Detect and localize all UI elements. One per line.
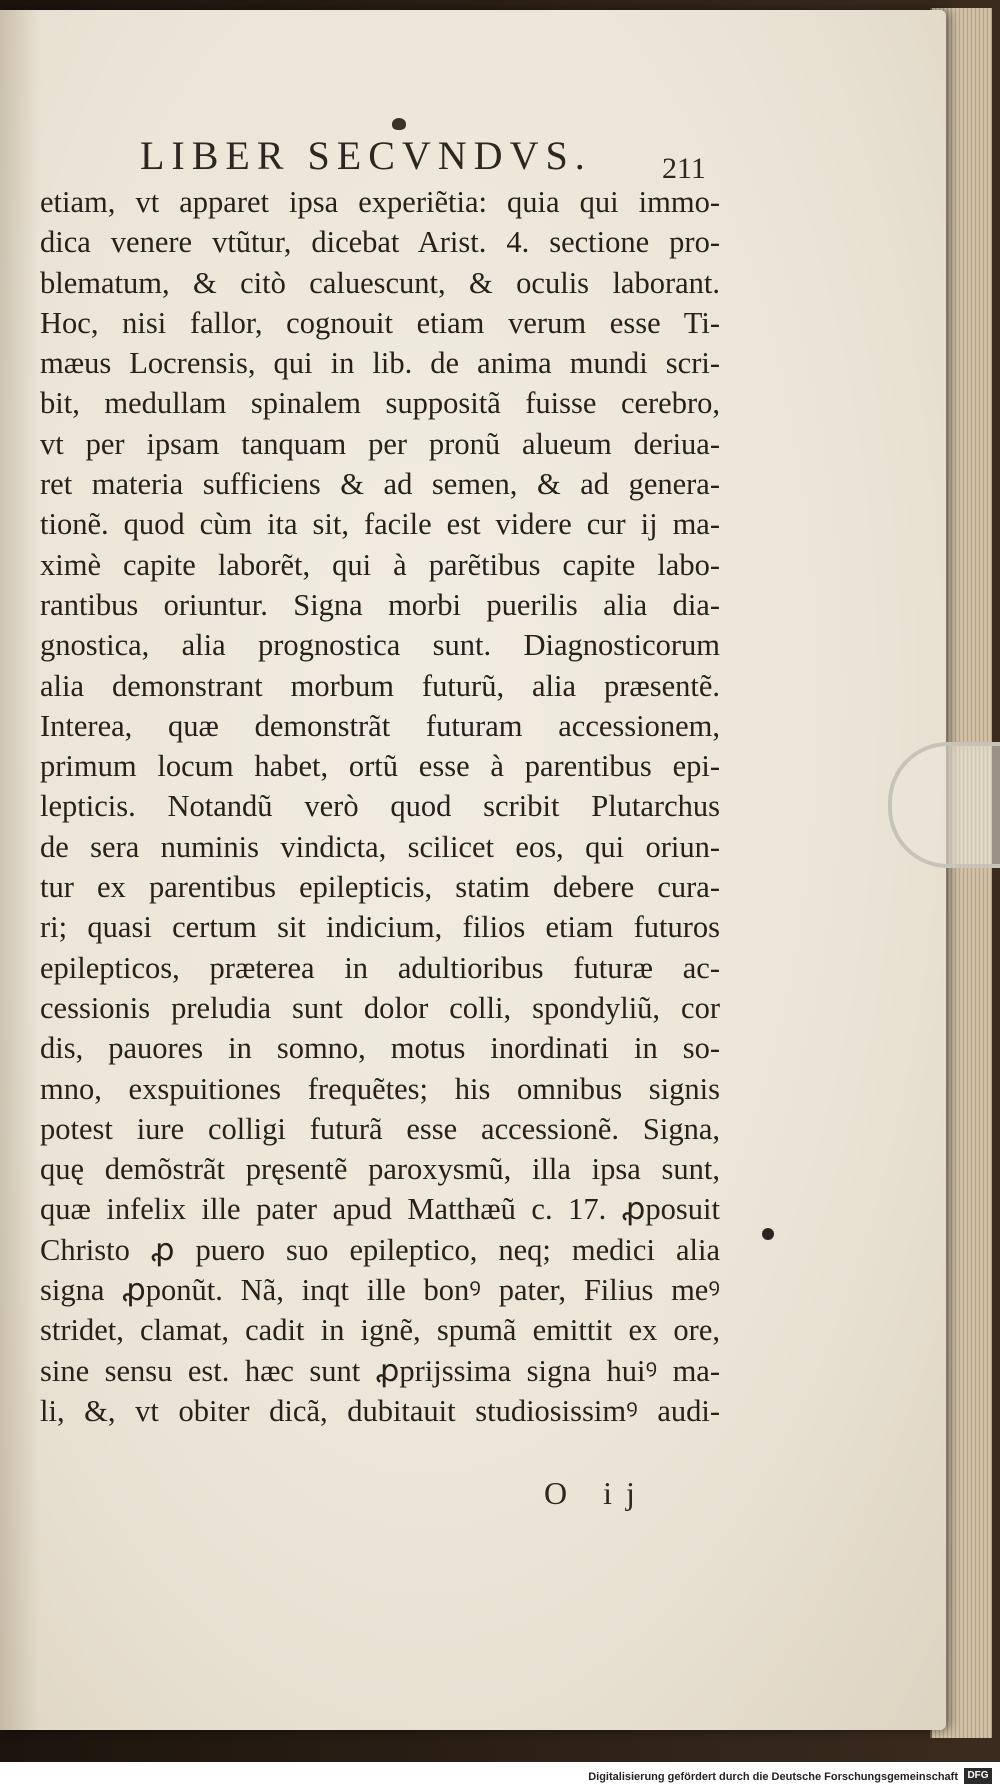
- folio-number: 211: [662, 152, 706, 185]
- text-line: signa ꝓponũt. Nã, inqt ille bonꝰ pater, Filius meꝰ: [40, 1273, 720, 1308]
- text-line: primum locum habet, ortũ esse à parentibus epi-: [40, 749, 720, 784]
- signature-mark: O ij: [544, 1475, 649, 1511]
- body-text: [40, 182, 720, 1431]
- text-line: vt per ipsam tanquam per pronũ alueum deriua-: [40, 426, 720, 461]
- header-ornament-icon: [392, 118, 406, 130]
- text-line: lepticis. Notandũ verò quod scribit Plutarchus: [40, 789, 720, 824]
- text-line: gnostica, alia prognostica sunt. Diagnosticorum: [40, 628, 720, 663]
- text-line: tionẽ. quod cùm ita sit, facile est videre cur ij ma-: [40, 507, 720, 542]
- dfg-logo-icon: DFG: [964, 1768, 992, 1784]
- text-line: li, &, vt obiter dicã, dubitauit studiosissimꝰ audi-: [40, 1393, 720, 1428]
- text-line: alia demonstrant morbum futurũ, alia præsentẽ.: [40, 668, 720, 703]
- running-head-title: LIBER SECVNDVS.: [140, 133, 592, 178]
- text-line: rantibus oriuntur. Signa morbi puerilis alia dia-: [40, 587, 720, 622]
- text-line: blematum, & citò caluescunt, & oculis laborant.: [40, 265, 720, 300]
- text-line: tur ex parentibus epilepticis, statim debere cura-: [40, 870, 720, 905]
- text-line: sine sensu est. hæc sunt ꝓprijssima signa huiꝰ ma-: [40, 1353, 720, 1388]
- text-line: epilepticos, præterea in adultioribus futuræ ac-: [40, 950, 720, 985]
- bookmark-clip: [888, 742, 1000, 868]
- text-line: ri; quasi certum sit indicium, filios etiam futuros: [40, 910, 720, 945]
- text-line: mæus Locrensis, qui in lib. de anima mundi scri-: [40, 346, 720, 381]
- text-line: bit, medullam spinalem suppositã fuisse cerebro,: [40, 386, 720, 421]
- text-line: Hoc, nisi fallor, cognouit etiam verum esse Ti-: [40, 305, 720, 340]
- text-line: cessionis preludia sunt dolor colli, spondyliũ, cor: [40, 990, 720, 1025]
- text-line: quæ infelix ille pater apud Matthæũ c. 17. ꝓposuit: [40, 1192, 720, 1227]
- text-line: dis, pauores in somno, motus inordinati in so-: [40, 1031, 720, 1066]
- text-line: ximè capite laborẽt, qui à parẽtibus capite labo-: [40, 547, 720, 582]
- text-line: mno, exspuitiones frequẽtes; his omnibus signis: [40, 1071, 720, 1106]
- text-line: etiam, vt apparet ipsa experiẽtia: quia qui immo-: [40, 185, 720, 219]
- funding-credit: Digitalisierung gefördert durch die Deutsche Forschungsgemeinschaft: [588, 1771, 958, 1783]
- text-line: stridet, clamat, cadit in ignẽ, spumã emittit ex ore,: [40, 1313, 720, 1348]
- text-line: Christo ꝓ puero suo epileptico, neq; medici alia: [40, 1232, 720, 1267]
- text-line: quę demõstrãt pręsentẽ paroxysmũ, illa ipsa sunt,: [40, 1152, 720, 1187]
- text-line: potest iure colligi futurã esse accessionẽ. Signa,: [40, 1111, 720, 1146]
- text-line: dica venere vtũtur, dicebat Arist. 4. sectione pro-: [40, 225, 720, 260]
- ink-spot: [762, 1228, 774, 1240]
- text-line: ret materia sufficiens & ad semen, & ad genera-: [40, 467, 720, 502]
- text-line: de sera numinis vindicta, scilicet eos, qui oriun-: [40, 829, 720, 864]
- text-line: Interea, quæ demonstrãt futuram accessionem,: [40, 708, 720, 743]
